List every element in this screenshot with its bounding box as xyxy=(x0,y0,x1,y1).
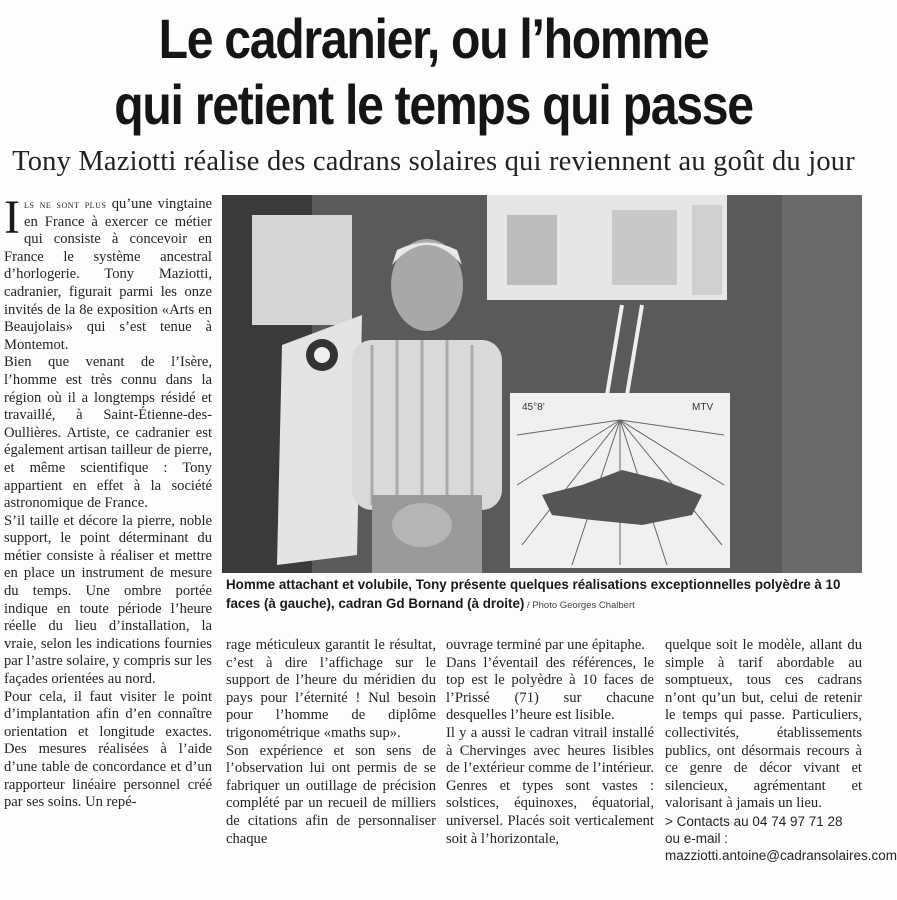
wall-document xyxy=(252,215,352,325)
headline-line-2: qui retient le temps qui passe xyxy=(114,73,753,136)
photo-wall-right xyxy=(782,195,862,573)
poster-frame-2 xyxy=(612,210,677,285)
photo-illustration xyxy=(222,195,862,573)
lead-smallcaps: ls ne sont plus xyxy=(23,197,107,211)
paragraph: quelque soit le modèle, allant du simple à tarif abordable au somptueux, tous ces cadrans n’ont qu’un but, celui de retenir le temps qui passe. Particuliers, collectivités, établissements publics, ont désormais recours à ce genre de décor vivant et silencieux, agrémentant et valorisant à jamais un lieu. xyxy=(665,637,862,812)
paragraph: Il y a aussi le cadran vitrail installé à Chervinges avec heures lisibles de l’extérieur comme de l’intérieur. Genres et types sont vastes : solstices, équinoxes, équatorial, universel. Placés soit verticalement soit à l’horizontale, xyxy=(446,724,654,847)
man-shirt xyxy=(352,340,502,510)
article-column-4 xyxy=(665,637,897,864)
article-photo xyxy=(222,195,862,573)
paragraph: S’il taille et décore la pierre, noble support, le point déterminant du métier consiste à réaliser et mettre en place un instrument de mesure du temps. Une ombre portée indique en toute période l’heure réelle du lieu d’installation, la vraie, selon les indications fournies par l’astre solaire, y compris sur les façades orientées au nord. xyxy=(4,512,212,688)
headline-line-1: Le cadranier, ou l’homme xyxy=(158,7,709,70)
article-column-1 xyxy=(4,191,212,812)
paragraph: Pour cela, il faut visiter le point d’implantation afin d’en connaître orientation et longitude exactes. Des mesures réalisées à l’aide d’une table de concordance et d’un rapporteur linéaire personnel créé par ses soins. Un repé- xyxy=(4,688,212,811)
photo-caption xyxy=(226,575,862,615)
man-hands xyxy=(392,503,452,547)
lead-text: qu’une vingtaine en France à exercer ce métier qui consiste à concevoir en France le système ancestral d’horlogerie. Tony Maziotti, cadranier, figurait parmi les onze invités de la 8e exposition «Arts en Beaujolais» qui s’est tenue à Montemot. xyxy=(4,196,212,353)
contact-email-label: ou e-mail : xyxy=(665,830,729,846)
sun-emblem-center xyxy=(314,347,330,363)
contact-email: mazziotti.antoine@cadransolaires.com xyxy=(665,847,897,863)
contact-phone: > Contacts au 04 74 97 71 28 xyxy=(665,813,843,829)
headline xyxy=(61,6,807,138)
paragraph: Son expérience et son sens de l’observation lui ont permis de se fabriquer un outillage de précision complété par un recueil de milliers de citations afin de personnaliser chaque xyxy=(226,742,436,847)
drop-cap: I xyxy=(4,191,20,244)
paragraph: Dans l’éventail des références, le top est le polyèdre à 10 faces de l’Prissé (71) sur chacune desquelles l’heure est lisible. xyxy=(446,654,654,724)
sundial-label-right: MTV xyxy=(692,402,714,413)
article-column-3 xyxy=(446,637,654,848)
photo-credit: / Photo Georges Chalbert xyxy=(524,600,635,611)
contact-block xyxy=(665,813,897,864)
paragraph: ouvrage terminé par une épitaphe. xyxy=(446,637,645,653)
lead-paragraph xyxy=(4,191,212,354)
article-column-2 xyxy=(226,637,436,848)
poster-frame-3 xyxy=(692,205,722,295)
sundial-label-left: 45°8’ xyxy=(522,402,545,413)
paragraph: Bien que venant de l’Isère, l’homme est très connu dans la région où il a longtemps résidé et travaillé, à Saint-Étienne-des-Oullières. Artiste, ce cadranier est également artisan tailleur de pierre, et même scientifique : Tony appartient en effet à la société astronomique de France. xyxy=(4,354,212,512)
caption-text: Homme attachant et volubile, Tony présente quelques réalisations exceptionnelles polyèdre à 10 faces (à gauche), cadran Gd Bornand (à droite) xyxy=(226,577,841,611)
paragraph: rage méticuleux garantit le résultat, c’est à dire l’affichage sur le support de l’heure du méridien du pays pour l’éternité ! Nul besoin pour l’homme de diplôme trigonométrique «maths sup». xyxy=(226,637,436,741)
subtitle: Tony Maziotti réalise des cadrans solaires qui reviennent au goût du jour xyxy=(12,146,855,177)
poster-frame-1 xyxy=(507,215,557,285)
